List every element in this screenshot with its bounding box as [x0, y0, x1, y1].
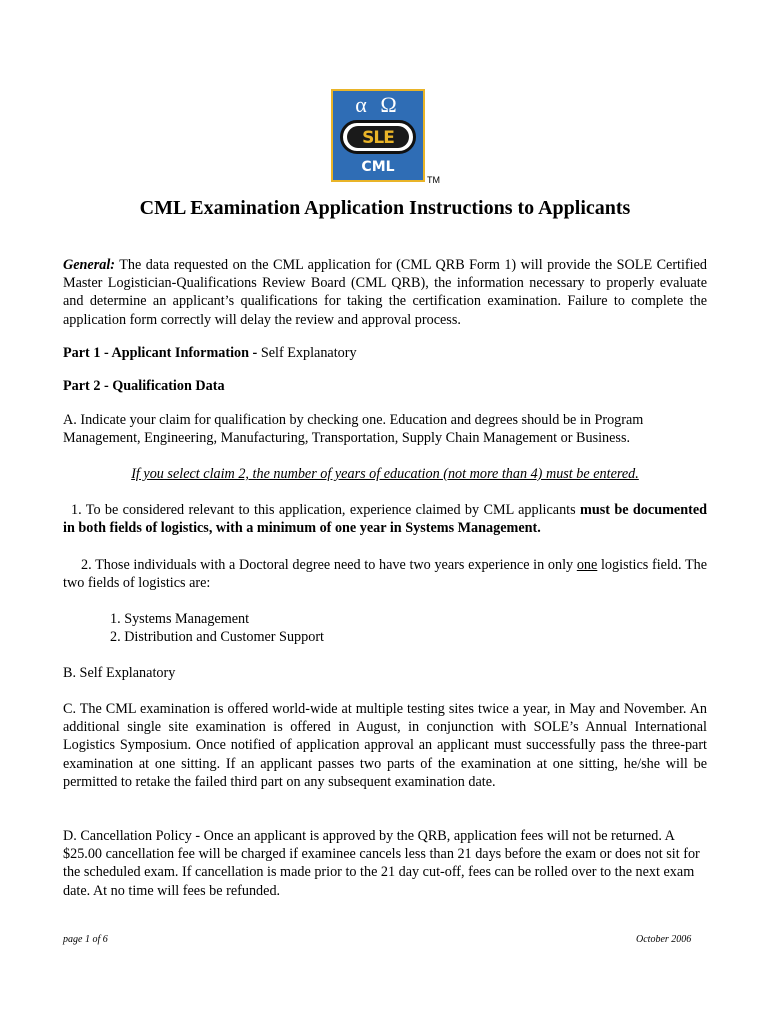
item2-underline: one [576, 557, 598, 573]
logo-greek-letters: α Ω [355, 92, 401, 117]
logo-emblem [340, 120, 416, 154]
item1-text: 1. To be considered relevant to this application, experience claimed by CML applicants [71, 502, 581, 518]
section-c-paragraph: C. The CML examination is offered world-wide at multiple testing sites twice a year, in May and November. An additional single site examination is offered in August, in conjunction with SOLE’s Annual International Logistics Symposium. Once notified of application approval an applicant must successfully pass the three-part examination at one sitting. If an applicant passes two parts of the examination at one sitting, he/she will be permitted to retake the failed third part on any subsequent examination date. [63, 701, 707, 790]
section-a-paragraph: A. Indicate your claim for qualification by checking one. Education and degrees should be in Program Management, Engineering, Manufacturing, Transportation, Supply Chain Management or Business. [63, 412, 644, 447]
education-note: If you select claim 2, the number of years of education (not more than 4) must be entered. [131, 466, 639, 482]
list-item: 2. Distribution and Customer Support [110, 629, 324, 646]
page-title: CML Examination Application Instructions to Applicants [139, 197, 631, 219]
general-paragraph [63, 256, 707, 329]
logistics-fields-list [110, 610, 324, 646]
item1-bold-text: must be documented in both fields of logistics, with a minimum of one year in Systems Management. [63, 502, 708, 537]
logo-cml-text: CML [361, 159, 395, 175]
logo-sle-mark: SLE [362, 128, 394, 148]
item2-pre: 2. Those individuals with a Doctoral degree need to have two years experience in only [81, 557, 577, 573]
part1-label: Part 1 - Applicant Information - [63, 345, 261, 361]
item2-post: logistics field. The two fields of logistics are: [63, 557, 707, 592]
section-b-paragraph: B. Self Explanatory [63, 665, 176, 681]
general-label: General: [63, 257, 116, 273]
part1-heading [63, 344, 707, 362]
part2-heading: Part 2 - Qualification Data [63, 378, 225, 394]
section-d-paragraph: D. Cancellation Policy - Once an applicant is approved by the QRB, application fees will not be returned. A $25.00 cancellation fee will be charged if examinee cancels less than 21 days before the exam or does not sit for the scheduled exam. If cancellation is made prior to the 21 day cut-off, fees can be rolled over to the next exam date. At no time will fees be refunded. [63, 828, 700, 899]
general-text: The data requested on the CML application for (CML QRB Form 1) will provide the SOLE Certified Master Logistician-Qualifications Review Board (CML QRB), the information necessary to properly evaluate and determine an applicant’s qualifications for taking the certification examination. Failure to complete the application form correctly will delay the review and approval process. [63, 257, 707, 328]
list-item: 1. Systems Management [110, 611, 250, 627]
item2-paragraph [63, 556, 707, 592]
page-number: page 1 of 6 [63, 934, 108, 945]
trademark-symbol: TM [427, 175, 440, 185]
part1-text: Self Explanatory [260, 345, 357, 361]
sole-cml-logo [331, 89, 425, 182]
footer-date: October 2006 [636, 934, 692, 945]
item1-paragraph [63, 501, 707, 537]
